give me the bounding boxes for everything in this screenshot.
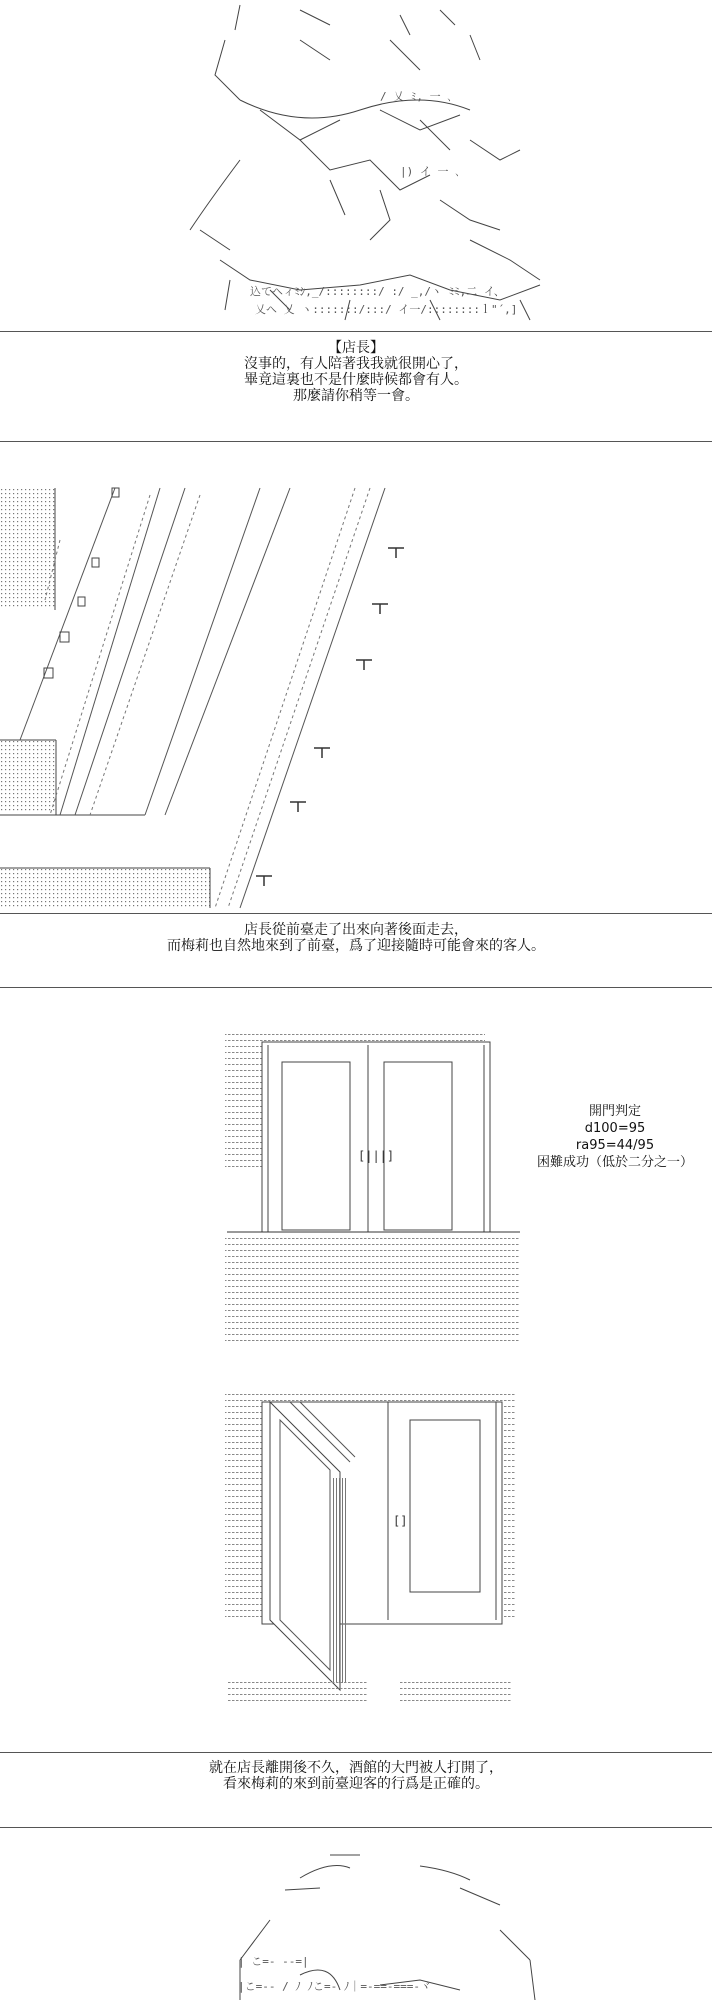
narration-line: 而梅莉也自然地來到了前臺，爲了迎接隨時可能會來的客人。 [167,938,545,954]
svg-text:/ 乂 ﾐ, 一 ､: / 乂 ﾐ, 一 ､ [380,90,453,103]
svg-text:乂ヘ 乂 ヽ:::::::/:::/ イ一/:::::: 乂ヘ 乂 ヽ:::::::/:::/ イ一/::::::::ｌ"´,] [255,303,518,316]
separator [0,331,712,332]
dialog-line: 畢竟這裏也不是什麼時候都會有人。 [244,372,468,388]
svg-text:|) イ 一 ､: |) イ 一 ､ [400,165,461,178]
bar-counter-scene [0,488,404,908]
dice-check-title: 開門判定 [588,1104,641,1119]
svg-text:込てヘィﾐｼ,_/::::::::/ :/ _,/ヽ ﾐﾐ,: 込てヘィﾐｼ,_/::::::::/ :/ _,/ヽ ﾐﾐ,二 イ、 [250,285,505,298]
shopkeeper-dialog [0,340,712,404]
svg-text:[|||]: [|||] [358,1149,395,1163]
dice-check-note [520,1103,710,1171]
dialog-line: 沒事的，有人陪著我我就很開心了， [244,356,468,372]
narration-line: 店長從前臺走了出來向著後面走去， [244,922,468,938]
character-sketch-bottom [238,1855,535,2000]
separator [0,1827,712,1828]
dice-target: ra95=44/95 [575,1138,655,1153]
narration-line: 就在店長離開後不久，酒館的大門被人打開了， [209,1760,503,1776]
svg-text:| こ=-: | こ=- --=| [238,1955,309,1968]
dialog-line: 那麼請你稍等一會。 [293,388,419,404]
narration-2 [0,1760,712,1792]
character-sketch-top [190,5,540,320]
speaker-name: 【店長】 [328,340,384,356]
dice-roll: d100=95 [584,1121,646,1136]
svg-text:|こ=-- / ﾉ ﾉこ=- ﾉ｜=-==-===-: |こ=-- / ﾉ ﾉこ=- ﾉ｜=-==-===-ヾ [238,1980,431,1993]
opened-door-scene [225,1390,515,1702]
svg-text:[]: [] [393,1514,408,1528]
separator [0,913,712,914]
narration-1 [0,922,712,954]
separator [0,987,712,988]
separator [0,441,712,442]
dice-result: 困難成功（低於二分之一） [536,1155,693,1170]
closed-door-scene [225,1030,520,1346]
separator [0,1752,712,1753]
narration-line: 看來梅莉的來到前臺迎客的行爲是正確的。 [223,1776,489,1792]
